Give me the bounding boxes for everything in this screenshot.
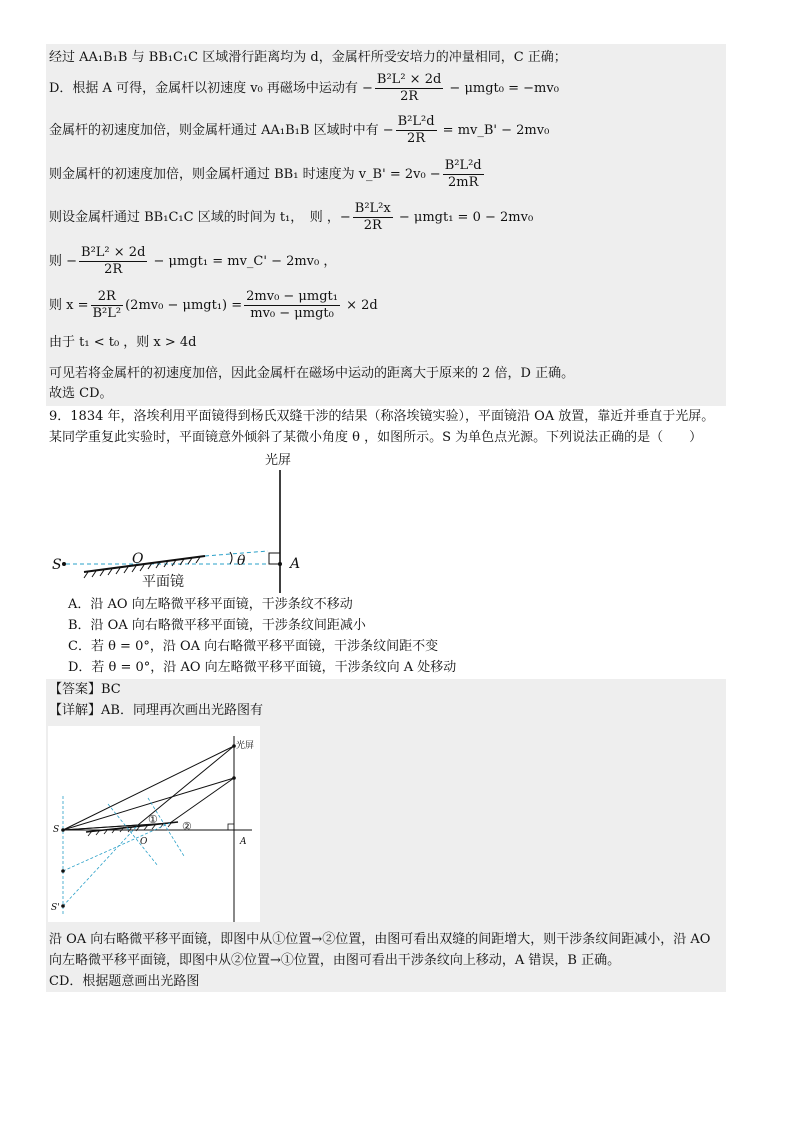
denominator: 2R (363, 218, 382, 233)
fraction (375, 72, 443, 105)
line3-pre: 金属杆的初速度加倍，则金属杆通过 AA₁B₁B 区域时中有 − (49, 123, 394, 138)
mirror-label: 平面镜 (142, 574, 184, 590)
fraction (443, 158, 484, 191)
denominator: 2R (400, 89, 419, 104)
point-A (278, 562, 282, 566)
numerator: B²L² × 2d (376, 72, 442, 87)
numerator: 2R (91, 289, 124, 306)
line5-post: − μmgt₁ = 0 − 2mv₀ (394, 210, 534, 225)
label-A: A (290, 556, 301, 572)
numerator: B²L² × 2d (81, 245, 146, 260)
theta-arc (230, 552, 232, 564)
solution-line-6 (49, 245, 336, 278)
line2-pre: D．根据 A 可得，金属杆以初速度 v₀ 再磁场中运动有 − (49, 81, 373, 96)
solution-line-4 (49, 158, 486, 191)
label-O: O (132, 551, 144, 567)
point-S-prime (61, 904, 65, 908)
numerator: B²L²x (354, 201, 391, 216)
option-d: D．若 θ = 0°，沿 AO 向左略微平移平面镜，干涉条纹向 A 处移动 (68, 660, 457, 675)
label-theta: θ (237, 553, 246, 569)
question-9-line-2: 某同学重复此实验时，平面镜意外倾斜了某微小角度 θ ，如图所示。S 为单色点光源。下列说法正确的是（ ） (49, 430, 703, 445)
solution-line-1: 经过 AA₁B₁B 与 BB₁C₁C 区域滑行距离均为 d，金属杆所受安培力的冲量相同，C 正确； (49, 50, 567, 65)
fraction (79, 245, 147, 278)
point-S (61, 828, 65, 832)
screen-point-mid (232, 776, 236, 780)
screen-label: 光屏 (265, 453, 292, 468)
line7-mid: (2mv₀ − μmgt₁) = (125, 298, 243, 313)
screen-label: 光屏 (236, 741, 255, 751)
label-S-prime: S' (51, 903, 60, 913)
solution-line-8: 由于 t₁ < t₀ ，则 x > 4d (49, 335, 197, 350)
solution-line-5 (49, 201, 533, 234)
denominator: 2R (104, 262, 123, 277)
label-position-2: ② (182, 820, 192, 833)
denominator: B²L² (92, 306, 122, 321)
numerator: B²L²d (397, 114, 435, 129)
point-S (62, 562, 66, 566)
denominator: 2R (407, 131, 426, 146)
denominator: 2mR (447, 175, 479, 190)
option-c: C．若 θ = 0°，沿 OA 向右略微平移平面镜，干涉条纹间距不变 (68, 639, 439, 654)
lloyd-mirror-figure (40, 448, 340, 593)
line6-post: − μmgt₁ = mv_C' − 2mv₀ ， (149, 254, 337, 269)
dashed-lines (63, 796, 184, 916)
explanation-line-3: CD．根据题意画出光路图 (49, 974, 200, 989)
solution-line-9: 可见若将金属杆的初速度加倍，因此金属杆在磁场中运动的距离大于原来的 2 倍，D 正确。 (49, 366, 575, 381)
numerator: 2mv₀ − μmgt₁ (246, 289, 338, 304)
option-a: A．沿 AO 向左略微平移平面镜，干涉条纹不移动 (68, 597, 353, 612)
screen-point-top (232, 744, 236, 748)
fraction (91, 289, 124, 322)
line2-post: − μmgt₀ = −mv₀ (445, 81, 559, 96)
label-A: A (240, 837, 247, 847)
numerator: B²L²d (444, 158, 482, 173)
line5-pre: 则设金属杆通过 BB₁C₁C 区域的时间为 t₁， 则 ，− (49, 210, 351, 225)
label-position-1: ① (148, 813, 158, 826)
line6-pre: 则 − (49, 254, 78, 269)
fraction (396, 114, 437, 147)
line7-post: × 2d (341, 298, 378, 313)
fraction (244, 289, 340, 322)
solution-line-10: 故选 CD。 (49, 386, 113, 401)
explanation-line-1: 沿 OA 向右略微平移平面镜，即图中从①位置→②位置，由图可看出双缝的间距增大，则干涉条纹间距减小，沿 AO (49, 932, 711, 947)
solution-line-2 (49, 72, 559, 105)
option-b: B．沿 OA 向右略微平移平面镜，干涉条纹间距减小 (68, 618, 366, 633)
line4-pre: 则金属杆的初速度加倍，则金属杆通过 BB₁ 时速度为 v_B' = 2v₀ − (49, 167, 441, 182)
ray-diagram-figure (48, 726, 260, 922)
line3-post: = mv_B' − 2mv₀ (438, 123, 550, 138)
explanation-line-2: 向左略微平移平面镜，即图中从②位置→①位置，由图可看出干涉条纹向上移动，A 错误，B 正确。 (49, 953, 621, 968)
solution-line-3 (49, 114, 549, 147)
label-S: S (52, 557, 62, 573)
detail-heading: 【详解】AB．同理再次画出光路图有 (49, 703, 263, 718)
fraction (353, 201, 393, 234)
answer: 【答案】BC (49, 682, 121, 697)
question-9-line-1: 9．1834 年，洛埃利用平面镜得到杨氏双缝干涉的结果（称洛埃镜实验），平面镜沿 OA 放置，靠近并垂直于光屏。 (49, 409, 715, 424)
right-angle-mark (228, 824, 234, 830)
right-angle-mark (269, 553, 280, 564)
line7-pre: 则 x = (49, 298, 89, 313)
label-O: O (140, 837, 148, 847)
solution-line-7 (49, 289, 378, 322)
point-image-mid (61, 869, 65, 873)
denominator: mv₀ − μmgt₀ (250, 306, 334, 321)
label-S: S (53, 825, 60, 835)
